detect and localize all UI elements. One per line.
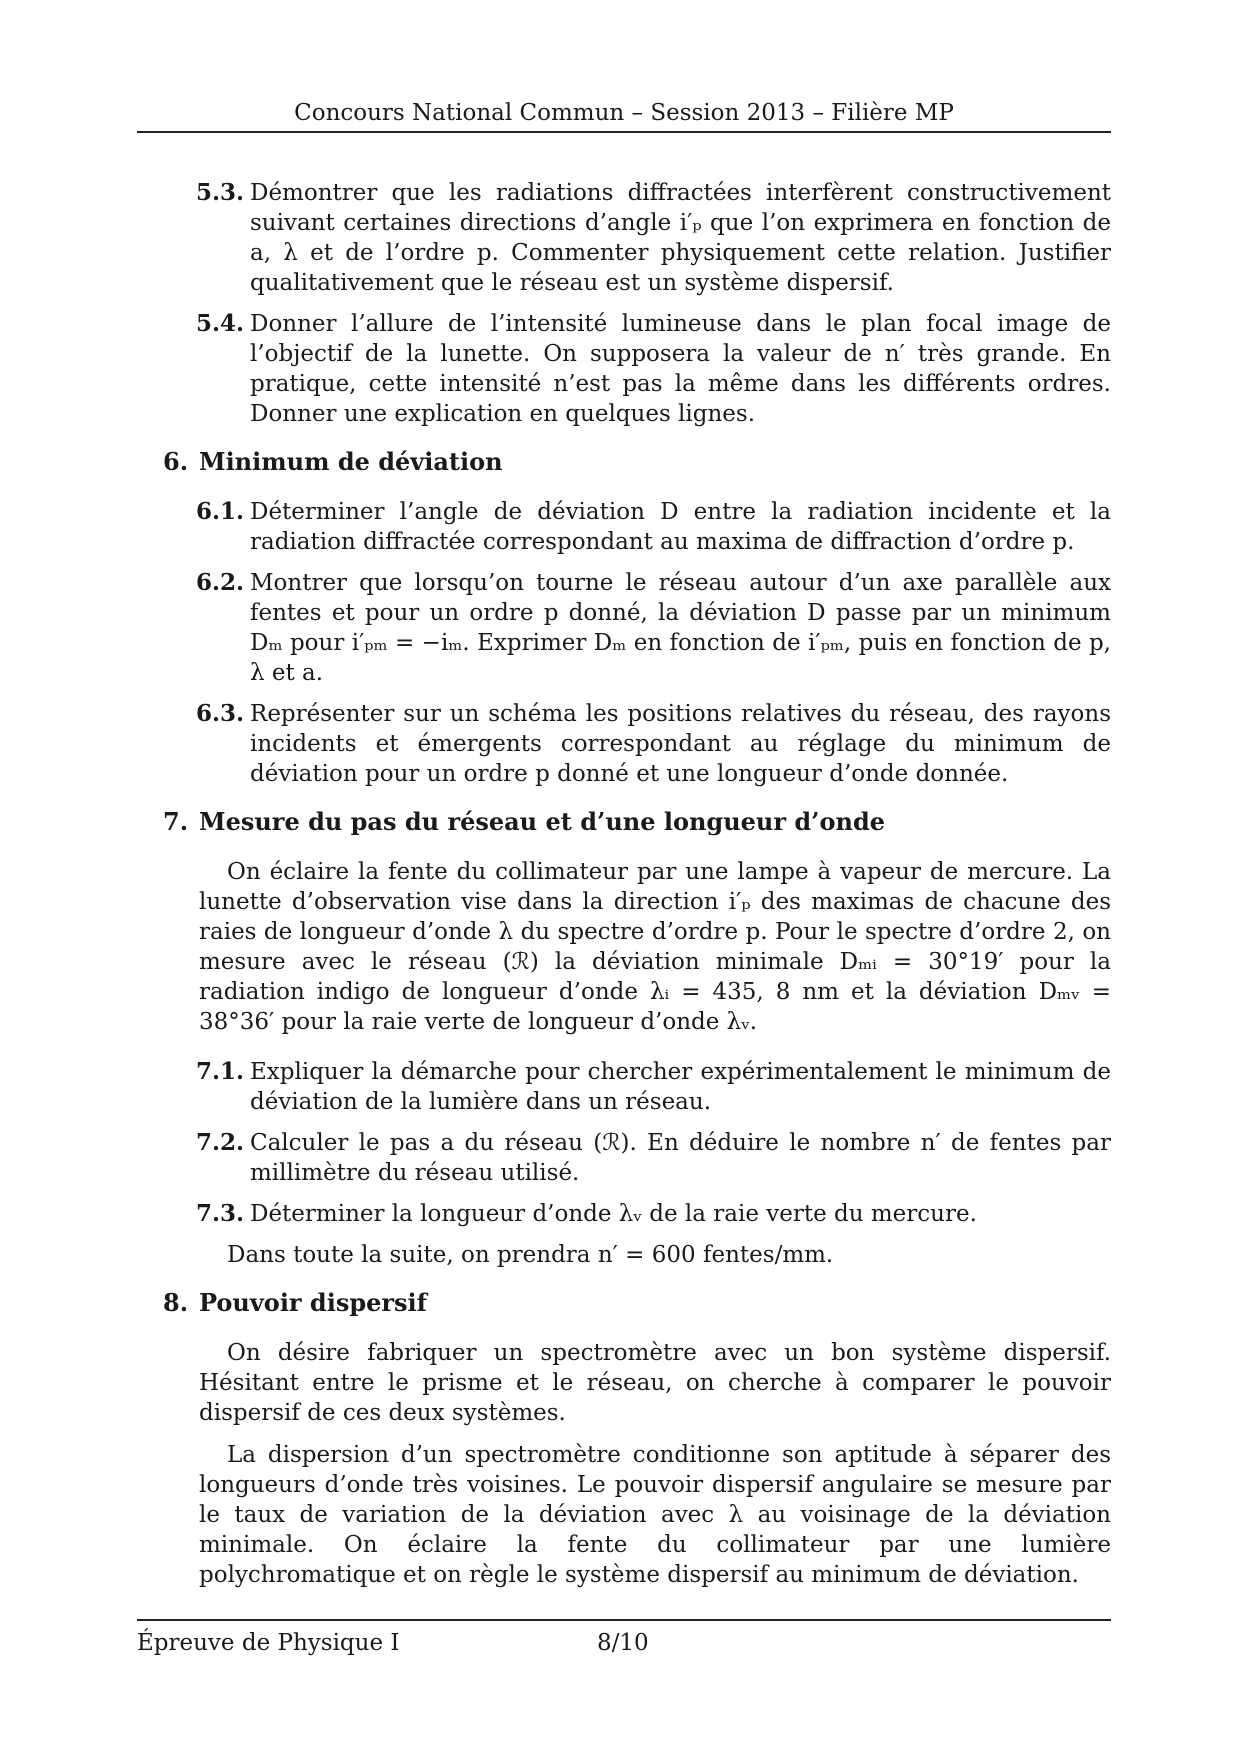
section-8-paragraph-1: On désire fabriquer un spectromètre avec un bon système dispersif. Hésitant entre le prisme et le réseau, on cherche à comparer le pouvoir dispersif de ces deux systèmes. <box>199 1340 1111 1426</box>
question-number: 5.4. <box>196 310 245 337</box>
question-6-2 <box>163 568 1111 688</box>
section-number: 6. <box>163 447 189 476</box>
question-text: Représenter sur un schéma les positions relatives du réseau, des rayons incidents et émergents correspondant au réglage du minimum de déviation pour un ordre p donné et une longueur d’onde donnée. <box>250 701 1111 787</box>
question-7-1 <box>163 1057 1111 1117</box>
question-text: Donner l’allure de l’intensité lumineuse dans le plan focal image de l’objectif de la lunette. On supposera la valeur de n′ très grande. En pratique, cette intensité n’est pas la même dans les différents ordres. Donner une explication en quelques lignes. <box>250 311 1111 427</box>
section-number: 7. <box>163 807 189 836</box>
question-text: Montrer que lorsqu’on tourne le réseau autour d’un axe parallèle aux fentes et pour un ordre p donné, la déviation D passe par un minimum Dₘ pour i′ₚₘ = −iₘ. Exprimer Dₘ en fonction de i′ₚₘ, puis en fonction de p, λ et a. <box>250 570 1111 686</box>
question-number: 6.1. <box>196 498 245 525</box>
question-number: 7.3. <box>196 1200 245 1227</box>
question-number: 7.2. <box>196 1129 245 1156</box>
footer-rule <box>137 1619 1111 1621</box>
page-header: Concours National Commun – Session 2013 – Filière MP <box>294 100 954 126</box>
section-title: Mesure du pas du réseau et d’une longueur d’onde <box>199 807 886 836</box>
question-text: Démontrer que les radiations diffractées interfèrent constructivement suivant certaines directions d’angle i′ₚ que l’on exprimera en fonction de a, λ et de l’ordre p. Commenter physiquement cette relation. Justifier qualitativement que le réseau est un système dispersif. <box>250 180 1111 296</box>
question-number: 7.1. <box>196 1058 245 1085</box>
footer-title: Épreuve de Physique I <box>137 1630 400 1656</box>
section-8-paragraph-2: La dispersion d’un spectromètre conditionne son aptitude à séparer des longueurs d’onde très voisines. Le pouvoir dispersif angulaire se mesure par le taux de variation de la déviation avec λ au voisinage de la déviation minimale. On éclaire la fente du collimateur par une lumière polychromatique et on règle le système dispersif au minimum de déviation. <box>199 1442 1111 1588</box>
question-number: 6.2. <box>196 569 245 596</box>
question-text: Calculer le pas a du réseau (ℛ). En déduire le nombre n′ de fentes par millimètre du réseau utilisé. <box>250 1130 1111 1186</box>
section-7-note: Dans toute la suite, on prendra n′ = 600 fentes/mm. <box>227 1242 834 1268</box>
section-6-heading <box>163 447 1111 477</box>
question-number: 5.3. <box>196 179 245 206</box>
section-8-heading <box>163 1288 1111 1318</box>
header-rule <box>137 131 1111 133</box>
question-7-3 <box>163 1199 1111 1229</box>
section-number: 8. <box>163 1288 189 1317</box>
section-title: Minimum de déviation <box>199 447 503 476</box>
section-7-intro: On éclaire la fente du collimateur par une lampe à vapeur de mercure. La lunette d’observation vise dans la direction i′ₚ des maximas de chacune des raies de longueur d’onde λ du spectre d’ordre p. Pour le spectre d’ordre 2, on mesure avec le réseau (ℛ) la déviation minimale Dₘᵢ = 30°19′ pour la radiation indigo de longueur d’onde λᵢ = 435, 8 nm et la déviation Dₘᵥ = 38°36′ pour la raie verte de longueur d’onde λᵥ. <box>199 859 1111 1035</box>
question-text: Expliquer la démarche pour chercher expérimentalement le minimum de déviation de la lumière dans un réseau. <box>250 1059 1111 1115</box>
section-7-heading <box>163 807 1111 837</box>
question-number: 6.3. <box>196 700 245 727</box>
question-6-1 <box>163 497 1111 557</box>
question-7-2 <box>163 1128 1111 1188</box>
question-text: Déterminer la longueur d’onde λᵥ de la raie verte du mercure. <box>250 1201 977 1227</box>
page-content <box>163 178 1111 1602</box>
page-number: 8/10 <box>597 1630 649 1656</box>
section-title: Pouvoir dispersif <box>199 1288 427 1317</box>
question-text: Déterminer l’angle de déviation D entre la radiation incidente et la radiation diffractée correspondant au maxima de diffraction d’ordre p. <box>250 499 1111 555</box>
question-6-3 <box>163 699 1111 789</box>
question-5-4 <box>163 309 1111 429</box>
question-5-3 <box>163 178 1111 298</box>
